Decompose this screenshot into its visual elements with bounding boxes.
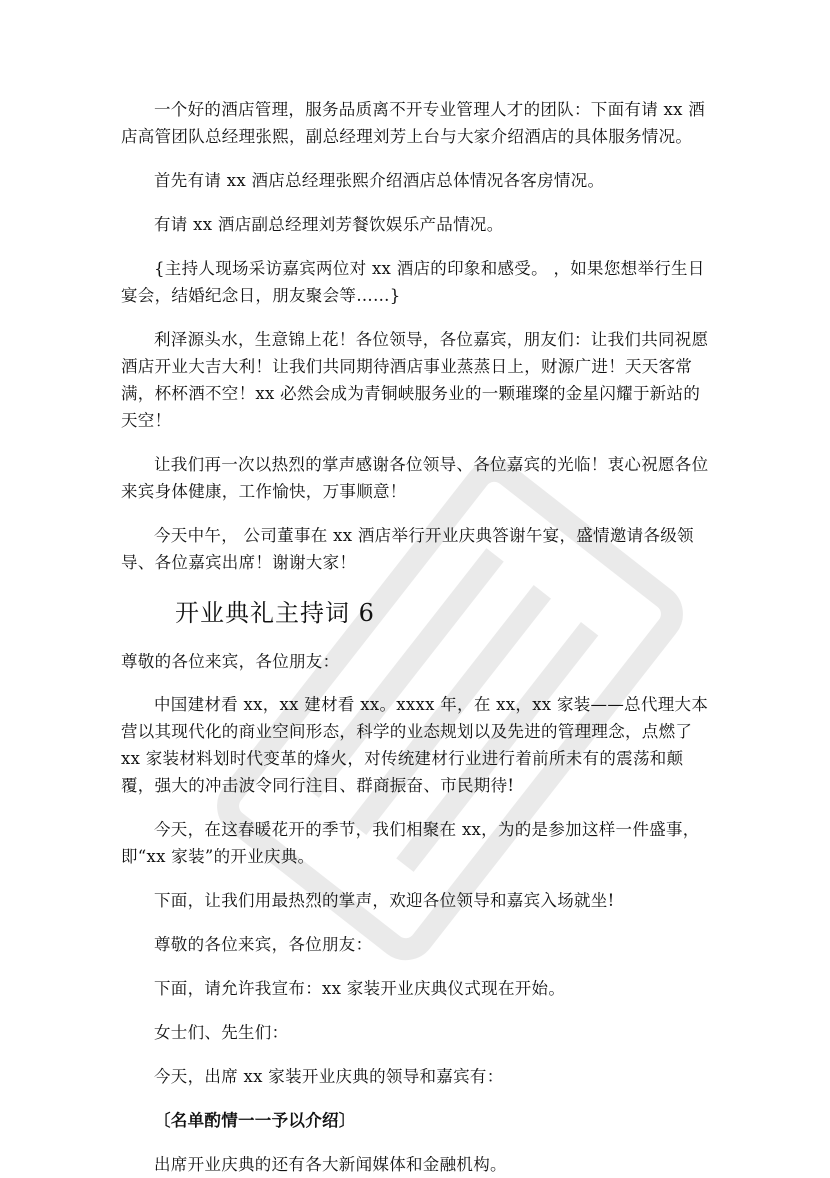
paragraph-spring-gathering: 今天，在这春暖花开的季节，我们相聚在 xx，为的是参加这样一件盛事，即“xx 家装”的开业庆典。 (121, 820, 700, 866)
paragraph-deputy-manager: 有请 xx 酒店副总经理刘芳餐饮娱乐产品情况。 (154, 215, 504, 234)
paragraph-welcome-applause: 下面，让我们用最热烈的掌声，欢迎各位领导和嘉宾入场就坐! (154, 891, 615, 910)
paragraph-blessing: 利泽源头水，生意锦上花！各位领导，各位嘉宾，朋友们：让我们共同祝愿酒店开业大吉大利！让我们共同期待酒店事业蒸蒸日上，财源广进！天天客常满，杯杯酒不空！xx 必然会成为青铜峡服务业的一颗璀璨的金星闪耀于新站的天空！ (121, 330, 709, 430)
paragraph-general-manager: 首先有请 xx 酒店总经理张熙介绍酒店总体情况各客房情况。 (154, 171, 605, 190)
paragraph-building-materials: 中国建材看 xx，xx 建材看 xx。xxxx 年，在 xx，xx 家装——总代理大本营以其现代化的商业空间形态，科学的业态规划以及先进的管理理念，点燃了 xx 家装材料划时代变革的烽火，对传统建材行业进行着前所未有的震荡和颠覆，强大的冲击波令同行注目、群商振奋、市民期待! (121, 695, 709, 795)
paragraph-guests-intro: 今天，出席 xx 家装开业庆典的领导和嘉宾有： (154, 1067, 504, 1086)
paragraph-luncheon: 今天中午， 公司董事在 xx 酒店举行开业庆典答谢午宴，盛情邀请各级领导、各位嘉宾出席！谢谢大家！ (121, 526, 694, 572)
paragraph-hotel-management: 一个好的酒店管理，服务品质离不开专业管理人才的团队：下面有请 xx 酒店高管团队总经理张熙，副总经理刘芳上台与大家介绍酒店的具体服务情况。 (121, 100, 706, 146)
paragraph-announcement: 下面，请允许我宣布：xx 家装开业庆典仪式现在开始。 (154, 979, 566, 998)
salutation: 尊敬的各位来宾，各位朋友： (121, 652, 340, 671)
paragraph-salutation-repeat: 尊敬的各位来宾，各位朋友： (154, 935, 373, 954)
paragraph-host-interview: {主持人现场采访嘉宾两位对 xx 酒店的印象和感受。 ，如果您想举行生日宴会，结婚纪念日，朋友聚会等……} (121, 259, 705, 305)
section-title: 开业典礼主持词 6 (175, 599, 375, 627)
paragraph-thanks: 让我们再一次以热烈的掌声感谢各位领导、各位嘉宾的光临！衷心祝愿各位来宾身体健康，工作愉快，万事顺意！ (121, 455, 709, 501)
document-body (121, 96, 711, 1178)
paragraph-name-list-note: 〔名单酌情一一予以介绍〕 (154, 1111, 356, 1130)
paragraph-media: 出席开业庆典的还有各大新闻媒体和金融机构。 (154, 1155, 507, 1174)
paragraph-ladies-gentlemen: 女士们、先生们： (154, 1023, 289, 1042)
